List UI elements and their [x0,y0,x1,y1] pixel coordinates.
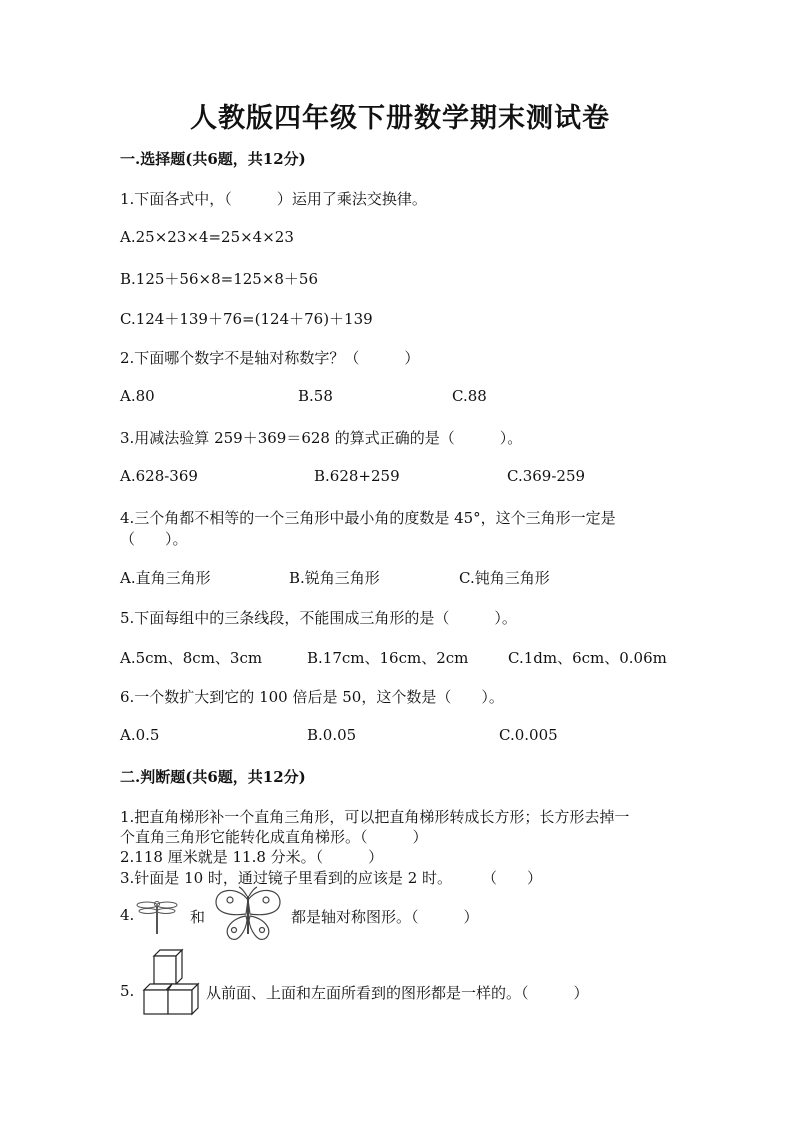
q5-stem: 5.下面每组中的三条线段，不能围成三角形的是（ ）。 [120,609,517,627]
q2-stem: 2.下面哪个数字不是轴对称数字？（ ） [120,349,420,367]
q3-stem: 3.用减法验算 259＋369＝628 的算式正确的是（ ）。 [120,429,523,447]
q4-stem-line1: 4.三个角都不相等的一个三角形中最小角的度数是 45°，这个三角形一定是 [120,509,616,527]
tf-q1-line1: 1.把直角梯形补一个直角三角形，可以把直角梯形转成长方形；长方形去掉一 [120,808,630,826]
butterfly-icon [212,886,284,944]
tf-q4-and: 和 [190,908,206,926]
q1-option-c: C.124＋139＋76=(124＋76)＋139 [120,310,373,328]
tf-q4-tail: 都是轴对称图形。（ ） [291,908,479,926]
q6-option-b: B.0.05 [307,726,357,744]
q2-option-a: A.80 [120,387,155,405]
q6-option-c: C.0.005 [499,726,558,744]
q2-option-c: C.88 [452,387,487,405]
q1-option-a: A.25×23×4=25×4×23 [120,228,294,246]
q4-option-b: B.锐角三角形 [289,569,380,587]
q1-option-b: B.125＋56×8=125×8＋56 [120,270,319,288]
tf-q5-tail: 从前面、上面和左面所看到的图形都是一样的。（ ） [206,984,589,1002]
tf-q2: 2.118 厘米就是 11.8 分米。（ ） [120,848,384,866]
q4-stem-line2: （ ）。 [120,530,188,548]
q3-option-b: B.628+259 [314,467,400,485]
q6-option-a: A.0.5 [120,726,160,744]
section-2-heading: 二.判断题(共6题，共12分) [120,768,306,786]
tf-q1-line2: 个直角三角形它能转化成直角梯形。（ ） [120,828,428,846]
q5-option-c: C.1dm、6cm、0.06m [508,649,667,667]
q2-option-b: B.58 [298,387,333,405]
dragonfly-icon [134,896,180,936]
q1-stem: 1.下面各式中，（ ）运用了乘法交换律。 [120,190,427,208]
tf-q5-number: 5. [120,982,135,1000]
q3-option-a: A.628-369 [120,467,198,485]
tf-q3: 3.针面是 10 时，通过镜子里看到的应该是 2 时。 （ ） [120,869,543,887]
q5-option-b: B.17cm、16cm、2cm [307,649,469,667]
q4-option-a: A.直角三角形 [120,569,211,587]
q6-stem: 6.一个数扩大到它的 100 倍后是 50，这个数是（ ）。 [120,688,504,706]
exam-title: 人教版四年级下册数学期末测试卷 [190,103,610,134]
tf-q4-number: 4. [120,906,135,924]
section-1-heading: 一.选择题(共6题，共12分) [120,150,306,168]
q4-option-c: C.钝角三角形 [459,569,550,587]
q5-option-a: A.5cm、8cm、3cm [120,649,263,667]
stacked-cubes-icon [142,946,204,1016]
q3-option-c: C.369-259 [507,467,586,485]
